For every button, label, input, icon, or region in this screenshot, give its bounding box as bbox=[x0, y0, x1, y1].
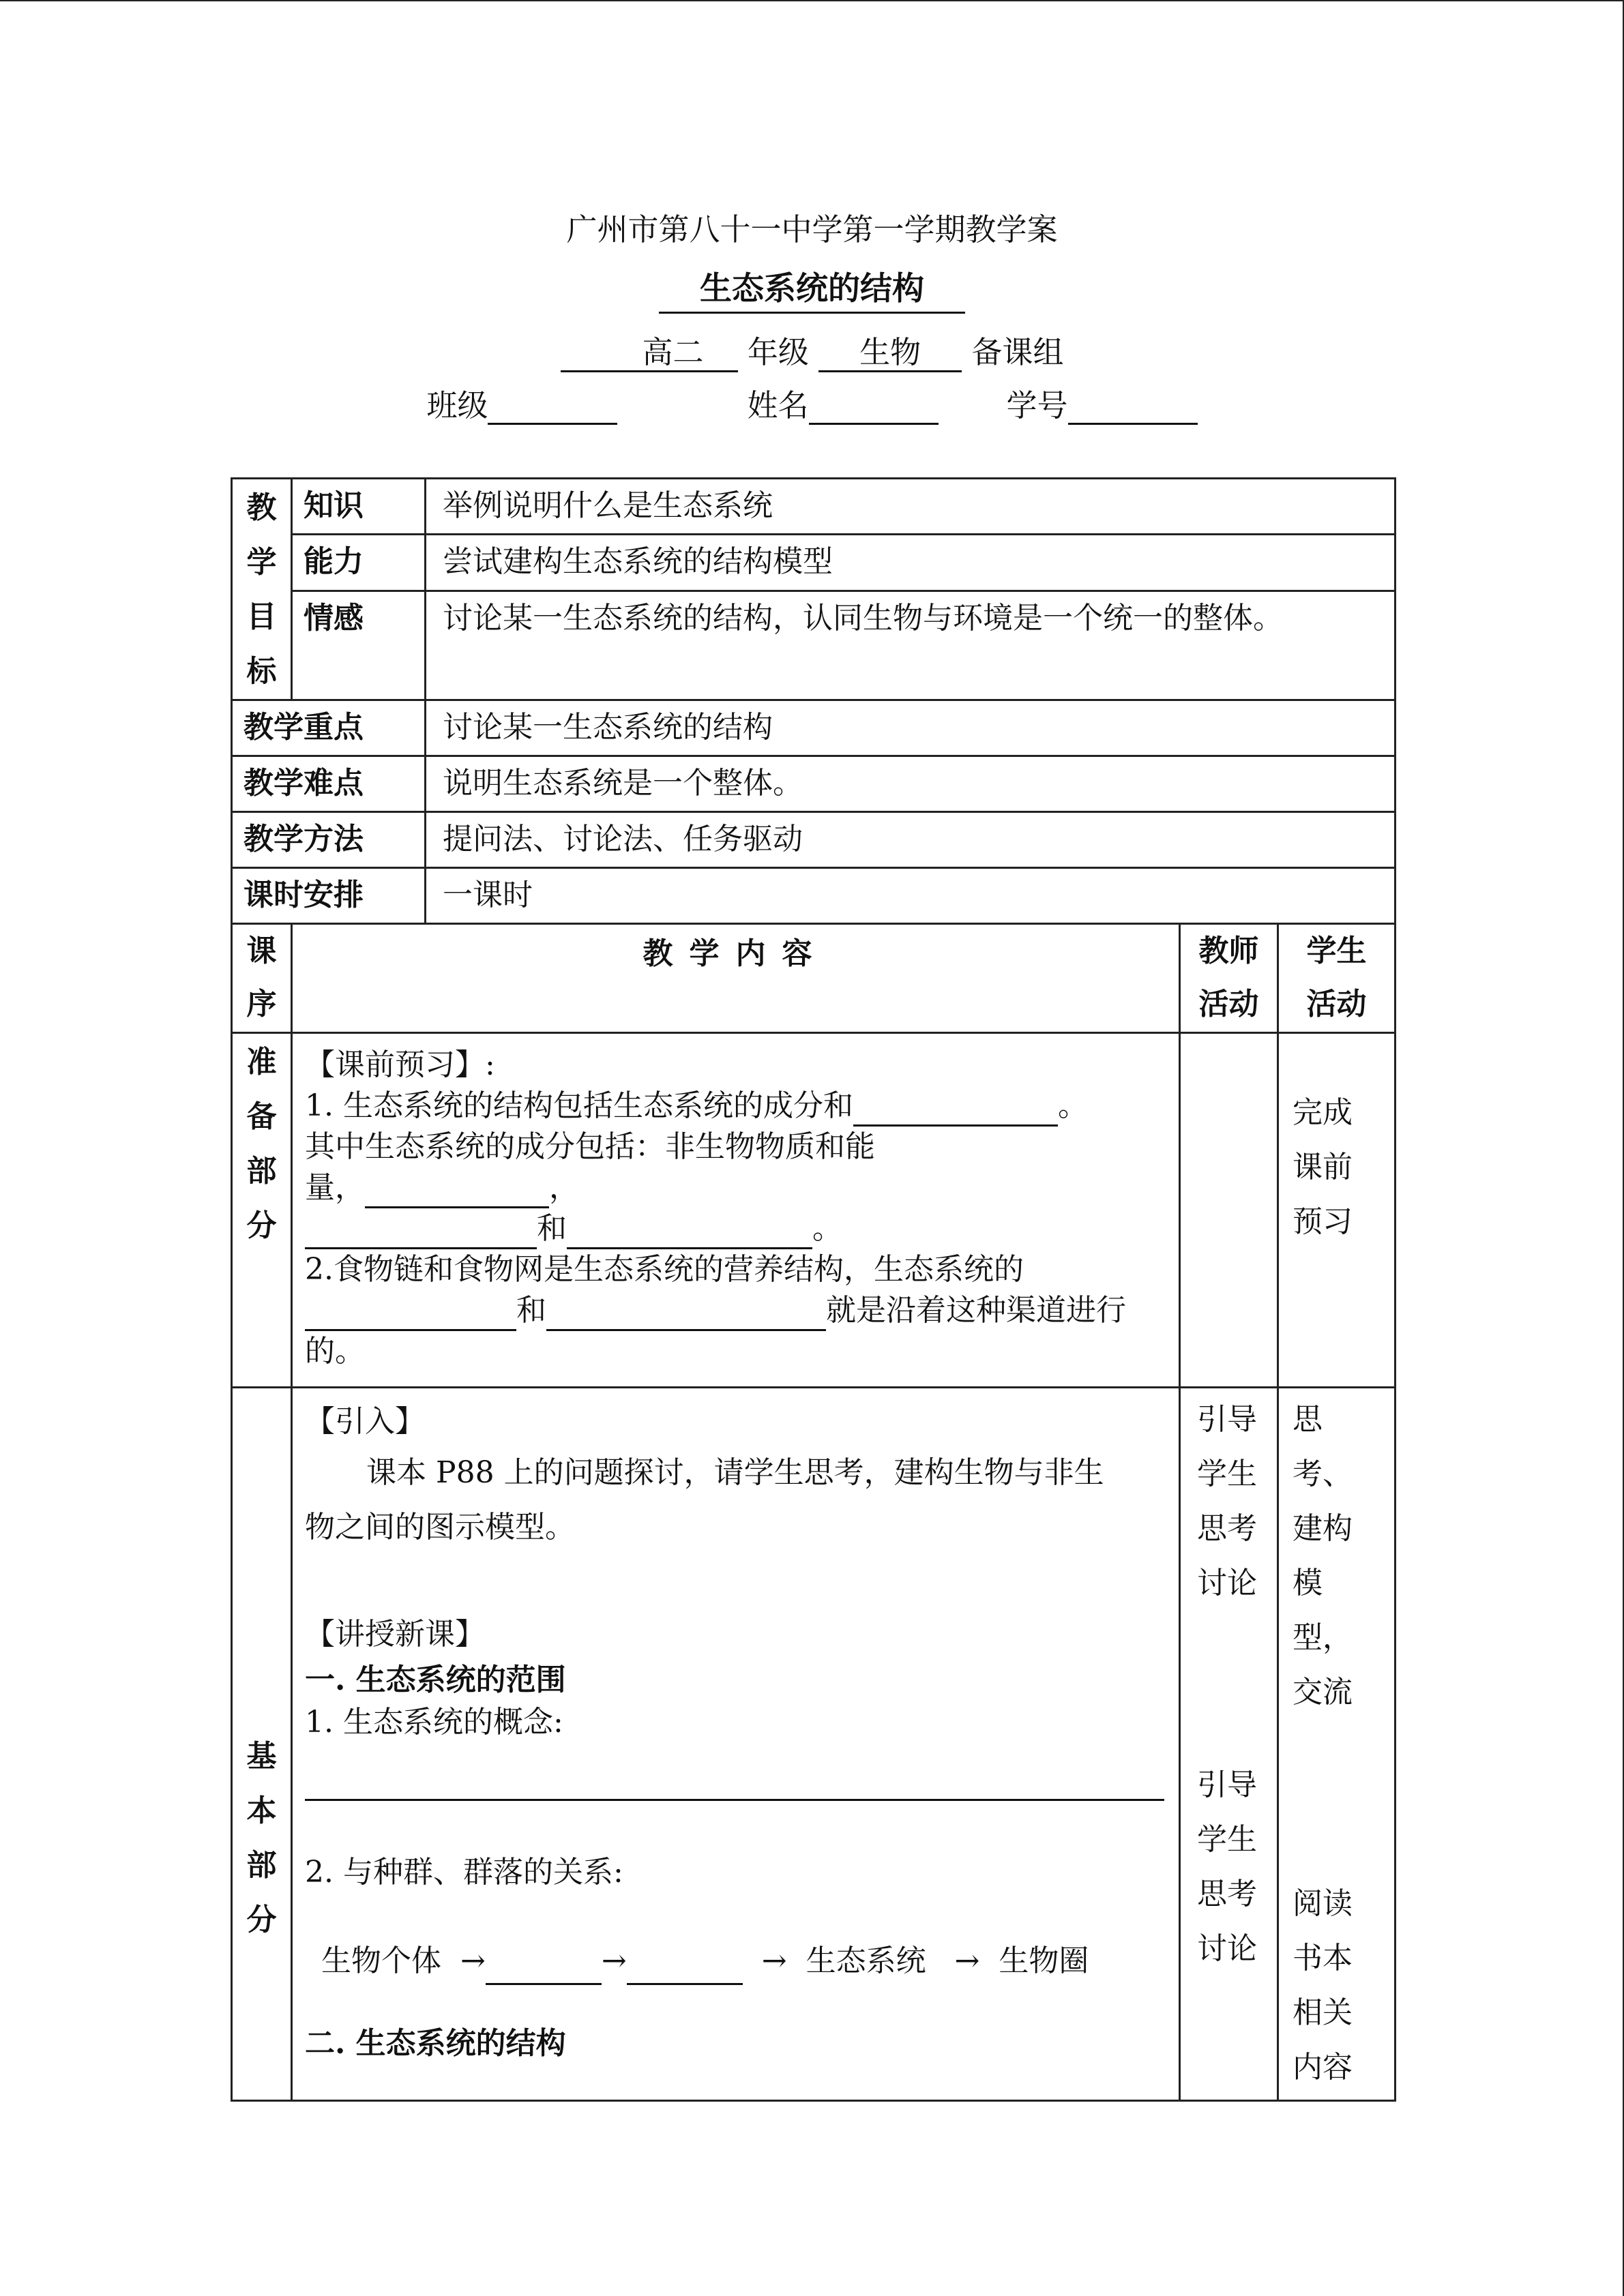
objective-row-emotion bbox=[232, 591, 1396, 700]
answer-blank[interactable] bbox=[567, 1216, 812, 1249]
relation-item: 2. 与种群、群落的关系: bbox=[305, 1855, 623, 1890]
info-label: 教学方法 bbox=[232, 812, 426, 868]
objective-text: 讨论某一生态系统的结构，认同生物与环境是一个统一的整体。 bbox=[426, 591, 1396, 700]
lesson-title bbox=[0, 263, 1624, 314]
new-lesson-heading: 【讲授新课】 bbox=[305, 1617, 485, 1652]
prep-q2-line2: 和 就是沿着这种渠道进行 bbox=[305, 1290, 1168, 1331]
school-title: 广州市第八十一中学第一学期教学案 bbox=[566, 211, 1058, 248]
info-row bbox=[232, 868, 1396, 924]
level-chain: 生物个体 → → → 生态系统 → 生物圈 bbox=[305, 1937, 1168, 1985]
info-text: 一课时 bbox=[426, 868, 1396, 924]
class-label: 班级 bbox=[426, 387, 488, 423]
answer-blank[interactable] bbox=[305, 1298, 516, 1331]
intro-text-line2: 物之间的图示模型。 bbox=[305, 1510, 575, 1545]
objective-text: 举例说明什么是生态系统 bbox=[426, 479, 1396, 535]
name-blank[interactable] bbox=[809, 391, 939, 425]
section-heading-structure: 二. 生态系统的结构 bbox=[305, 2026, 566, 2061]
content-header: 教学内容 bbox=[292, 924, 1180, 1033]
student-activity-header: 学生 活动 bbox=[1278, 924, 1396, 1033]
info-text: 讨论某一生态系统的结构 bbox=[426, 700, 1396, 756]
prep-student-activity: 完成 课前 预习 bbox=[1278, 1033, 1396, 1388]
info-text: 提问法、讨论法、任务驱动 bbox=[426, 812, 1396, 868]
class-blank[interactable] bbox=[488, 391, 617, 425]
info-row bbox=[232, 700, 1396, 756]
prep-content bbox=[292, 1033, 1180, 1388]
basic-content bbox=[292, 1388, 1180, 2101]
prep-q2-line3: 的。 bbox=[305, 1334, 365, 1369]
basic-section-row bbox=[232, 1388, 1396, 2101]
concept-item: 1. 生态系统的概念: bbox=[305, 1705, 563, 1740]
objective-row-ability bbox=[232, 535, 1396, 591]
teacher-activity-header: 教师 活动 bbox=[1180, 924, 1278, 1033]
prep-q1: 1. 生态系统的结构包括生态系统的成分和 。 bbox=[305, 1086, 1168, 1127]
answer-blank[interactable] bbox=[853, 1093, 1058, 1127]
objective-text: 尝试建构生态系统的结构模型 bbox=[426, 535, 1396, 591]
prep-teacher-activity bbox=[1180, 1033, 1278, 1388]
answer-blank[interactable] bbox=[365, 1175, 549, 1208]
prep-q1-line4: 和 。 bbox=[305, 1208, 1168, 1249]
basic-label: 基 本 部 分 bbox=[232, 1388, 292, 2101]
prep-section-row bbox=[232, 1033, 1396, 1388]
intro-text: 课本 P88 上的问题探讨，请学生思考，建构生物与非生 bbox=[366, 1455, 1104, 1490]
prep-heading: 【课前预习】: bbox=[305, 1047, 495, 1082]
order-header: 课 序 bbox=[232, 924, 292, 1033]
lesson-plan-table bbox=[231, 477, 1396, 2102]
column-header-row bbox=[232, 924, 1396, 1033]
basic-teacher-activity: 引导 学生 思考 讨论 引导 学生 思考 讨论 bbox=[1180, 1388, 1278, 2101]
section-heading-scope: 一. 生态系统的范围 bbox=[305, 1663, 566, 1697]
info-label: 教学重点 bbox=[232, 700, 426, 756]
objective-label: 知识 bbox=[292, 479, 426, 535]
info-label: 课时安排 bbox=[232, 868, 426, 924]
lesson-title-text: 生态系统的结构 bbox=[659, 263, 965, 314]
objective-label: 情感 bbox=[292, 591, 426, 700]
student-info-line bbox=[0, 381, 1624, 425]
info-text: 说明生态系统是一个整体。 bbox=[426, 756, 1396, 812]
prep-q2: 2.食物链和食物网是生态系统的营养结构，生态系统的 bbox=[305, 1252, 1024, 1287]
chain-blank[interactable] bbox=[627, 1952, 743, 1985]
info-label: 教学难点 bbox=[232, 756, 426, 812]
basic-student-activity: 思 考、 建构 模 型， 交流 阅读 书本 相关 内容 bbox=[1278, 1388, 1396, 2101]
prep-q1-line2: 其中生态系统的成分包括：非生物物质和能 bbox=[305, 1129, 875, 1164]
name-label: 姓名 bbox=[747, 387, 809, 423]
subject-value: 生物 bbox=[818, 335, 962, 372]
group-label: 备课组 bbox=[971, 334, 1064, 370]
chain-blank[interactable] bbox=[486, 1952, 602, 1985]
number-label: 学号 bbox=[1006, 387, 1068, 423]
grade-subject-line bbox=[0, 327, 1624, 372]
prep-q1-line3: 量， ， bbox=[305, 1167, 1168, 1208]
objective-label: 能力 bbox=[292, 535, 426, 591]
objectives-label: 教 学 目 标 bbox=[232, 479, 292, 700]
number-blank[interactable] bbox=[1068, 391, 1198, 425]
answer-blank[interactable] bbox=[305, 1216, 537, 1249]
objective-row-knowledge bbox=[232, 479, 1396, 535]
intro-heading: 【引入】 bbox=[305, 1404, 425, 1439]
info-row bbox=[232, 812, 1396, 868]
info-row bbox=[232, 756, 1396, 812]
prep-label: 准 备 部 分 bbox=[232, 1033, 292, 1388]
grade-label: 年级 bbox=[747, 334, 809, 370]
concept-answer-line[interactable] bbox=[305, 1796, 1164, 1801]
grade-value: 高二 bbox=[561, 335, 738, 372]
answer-blank[interactable] bbox=[546, 1298, 826, 1331]
